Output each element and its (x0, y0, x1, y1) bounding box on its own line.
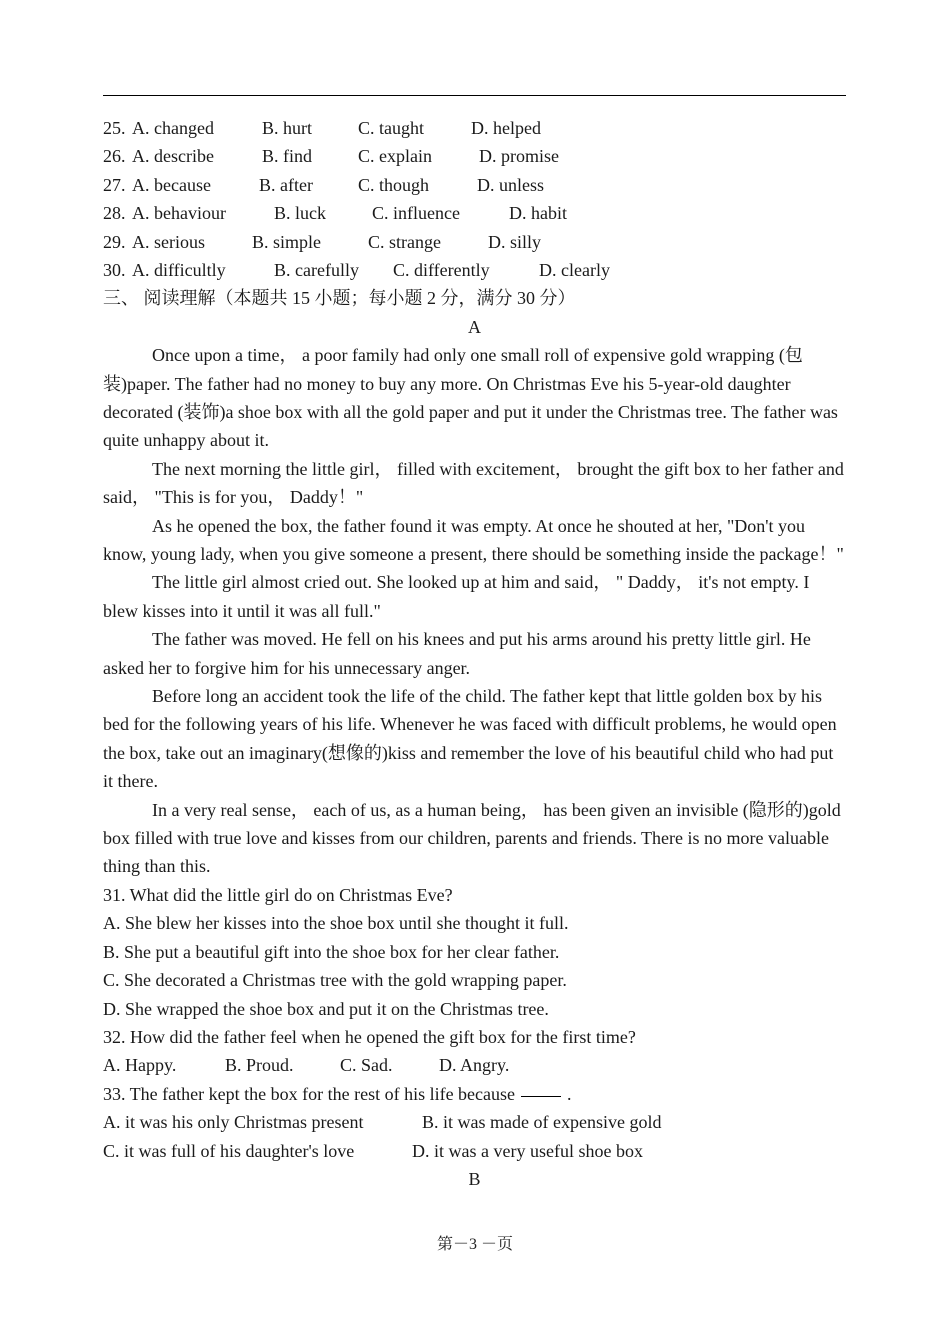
passage-paragraph: Before long an accident took the life of the child. The father kept that little golden box by his bed for the following years of his life. Whenever he was faced with difficult problems, he would open the box, take out an imaginary(想像的)kiss and remember the love of his beautiful child who had put it there. (103, 686, 837, 792)
answer-blank (521, 1095, 561, 1097)
question-33-stem-end: . (567, 1083, 572, 1104)
option-b: B. luck (274, 203, 326, 224)
page-content (103, 114, 846, 1193)
option-d: D. habit (509, 203, 567, 224)
option-c: C. strange (368, 231, 441, 252)
question-number: 27. (103, 174, 126, 195)
question-31-option-a: A. She blew her kisses into the shoe box until she thought it full. (103, 913, 569, 934)
question-33-options-cd (103, 1137, 846, 1165)
header-rule (103, 95, 846, 96)
option-d: D. it was a very useful shoe box (412, 1140, 643, 1161)
question-number: 25. (103, 118, 126, 138)
option-b: B. carefully (274, 259, 359, 280)
section-heading: 三、 阅读理解（本题共 15 小题；每小题 2 分，满分 30 分） (103, 288, 576, 309)
question-31-option-b: B. She put a beautiful gift into the shoe box for her clear father. (103, 941, 560, 962)
option-row-25 (103, 114, 846, 142)
option-a: A. changed (132, 118, 214, 138)
option-c: C. it was full of his daughter's love (103, 1140, 355, 1161)
question-33-options-ab (103, 1108, 846, 1136)
passage-paragraph: As he opened the box, the father found it was empty. At once he shouted at her, "Don't you know, young lady, when you give someone a present, there should be something inside the package！" (103, 515, 844, 564)
question-33-stem: 33. The father kept the box for the rest of his life because (103, 1083, 516, 1104)
question-number: 30. (103, 259, 126, 280)
option-a: A. it was his only Christmas present (103, 1112, 364, 1133)
option-row-30 (103, 256, 846, 284)
question-32-stem: 32. How did the father feel when he opened the gift box for the first time? (103, 1026, 636, 1047)
option-d: D. clearly (539, 259, 610, 280)
option-b: B. after (259, 174, 313, 195)
option-c: C. Sad. (340, 1055, 393, 1076)
option-a: A. describe (132, 146, 214, 167)
question-31-option-d: D. She wrapped the shoe box and put it on the Christmas tree. (103, 998, 549, 1019)
option-row-28 (103, 199, 846, 227)
option-row-27 (103, 171, 846, 199)
option-c: C. though (358, 174, 430, 195)
option-b: B. Proud. (225, 1055, 294, 1076)
option-c: C. explain (358, 146, 432, 167)
passage-paragraph: In a very real sense， each of us, as a human being， has been given an invisible (隐形的)gold box filled with true love and kisses from our children, parents and friends. There is no more valuable thing than this. (103, 799, 841, 877)
question-number: 26. (103, 146, 126, 167)
option-c: C. influence (372, 203, 460, 224)
option-b: B. find (262, 146, 313, 167)
passage-a-label: A (468, 316, 481, 337)
option-d: D. helped (471, 118, 541, 138)
passage-paragraph: The next morning the little girl， filled with excitement， brought the gift box to her father and said， "This is for you， Daddy！" (103, 458, 844, 508)
question-31-stem: 31. What did the little girl do on Christmas Eve? (103, 884, 453, 905)
question-number: 29. (103, 231, 126, 252)
passage-paragraph: The little girl almost cried out. She looked up at him and said， " Daddy， it's not empty. I blew kisses into it until it was all full." (103, 572, 810, 621)
option-a: A. behaviour (132, 203, 226, 224)
option-a: A. because (132, 174, 211, 195)
option-a: A. serious (132, 231, 205, 252)
option-b: B. simple (252, 231, 322, 252)
question-31-option-c: C. She decorated a Christmas tree with the gold wrapping paper. (103, 970, 567, 991)
option-d: D. unless (477, 174, 544, 195)
passage-paragraph: Once upon a time， a poor family had only one small roll of expensive gold wrapping (包装)paper. The father had no money to buy any more. On Christmas Eve his 5-year-old daughter decorated (装饰)a shoe box with all the gold paper and put it under the Christmas tree. The father was quite unhappy about it. (103, 345, 838, 451)
option-row-26 (103, 142, 846, 170)
passage-b-label: B (468, 1168, 481, 1189)
option-b: B. hurt (262, 118, 313, 138)
option-c: C. taught (358, 118, 424, 138)
option-c: C. differently (393, 259, 490, 280)
option-b: B. it was made of expensive gold (422, 1112, 662, 1133)
page-number-footer: 第－3 －页 (436, 1236, 513, 1253)
question-33-stem-line (103, 1080, 846, 1108)
passage-paragraph: The father was moved. He fell on his knees and put his arms around his pretty little girl. He asked her to forgive him for his unnecessary anger. (103, 629, 811, 678)
option-d: D. promise (479, 146, 559, 167)
option-row-29 (103, 228, 846, 256)
question-32-options (103, 1051, 846, 1079)
option-d: D. Angry. (439, 1055, 510, 1076)
option-d: D. silly (488, 231, 542, 252)
option-a: A. difficultly (132, 259, 226, 280)
question-number: 28. (103, 203, 126, 224)
option-a: A. Happy. (103, 1055, 177, 1076)
